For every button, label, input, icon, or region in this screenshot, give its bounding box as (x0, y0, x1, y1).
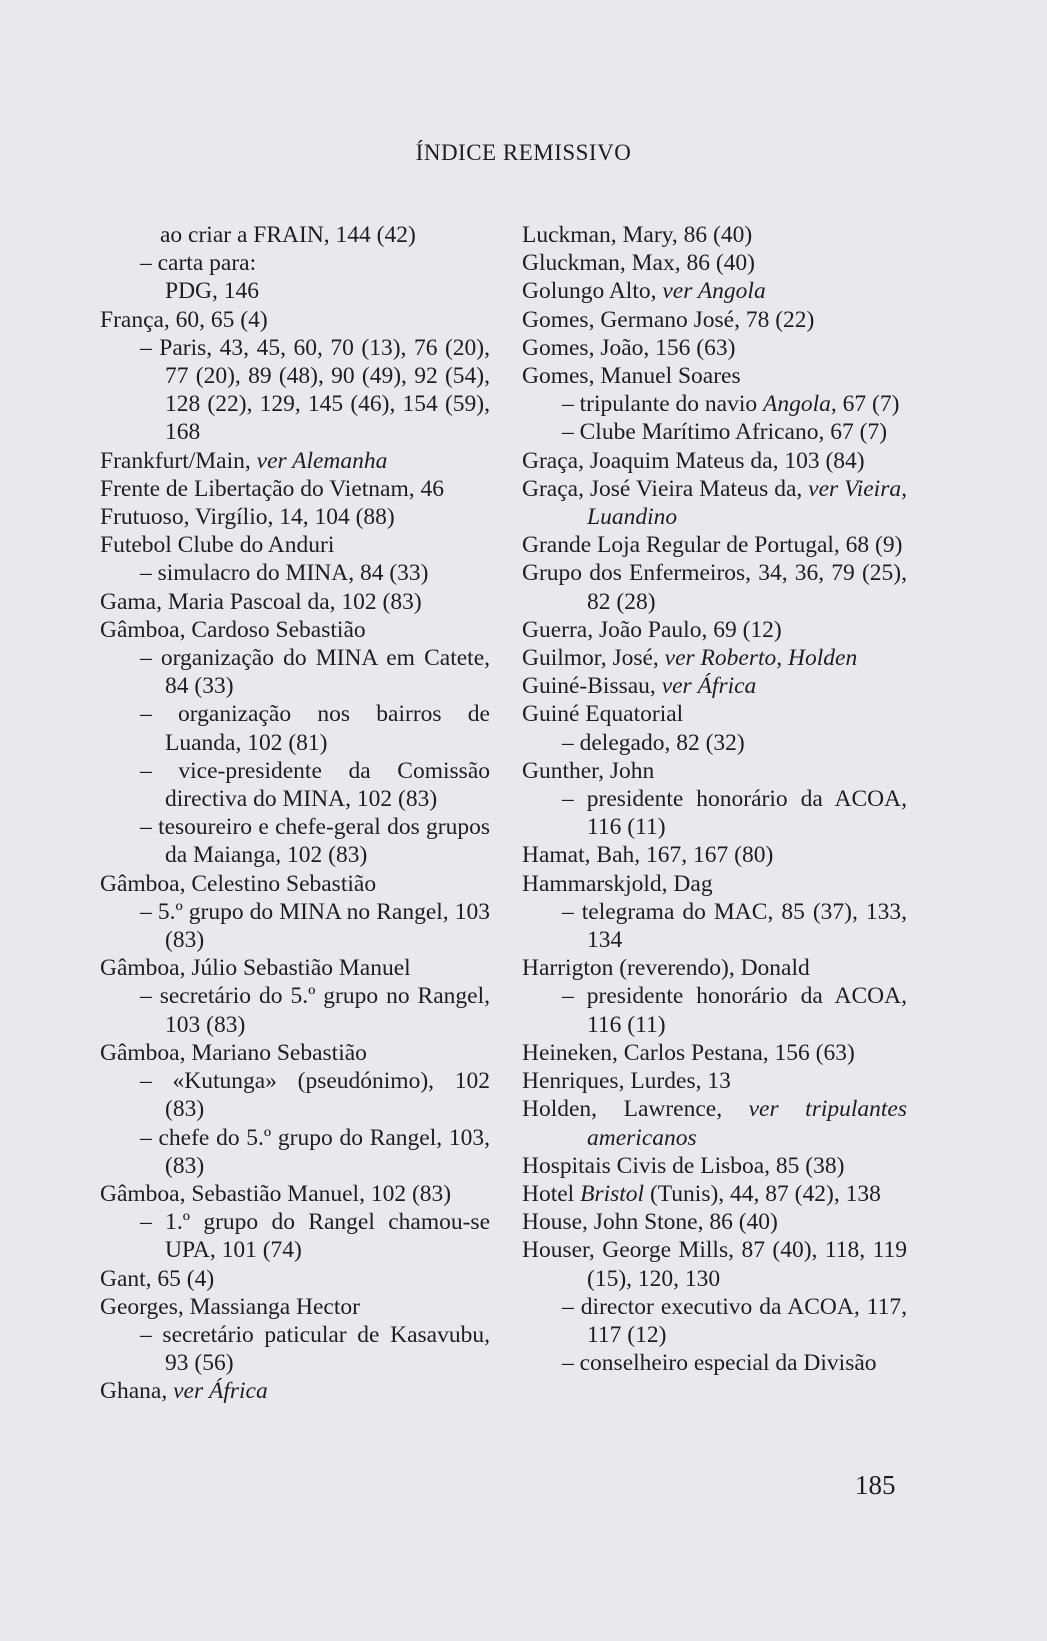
index-subentry: – 5.º grupo do MINA no Rangel, 103 (83) (140, 898, 490, 954)
index-subentry: – presidente honorário da ACOA, 116 (11) (562, 983, 907, 1038)
index-entry: Georges, Massianga Hector (100, 1293, 360, 1320)
index-entry: Gomes, Manuel Soares (522, 363, 741, 390)
index-entry: Grupo dos Enfermeiros, 34, 36, 79 (25), 82 (28) (522, 560, 907, 615)
index-entry: House, John Stone, 86 (40) (522, 1209, 778, 1236)
index-entry: Gâmboa, Mariano Sebastião (100, 1039, 367, 1066)
index-subentry: – simulacro do MINA, 84 (33) (140, 560, 429, 587)
index-entry: Gant, 65 (4) (100, 1265, 215, 1292)
index-entry: Frutuoso, Virgílio, 14, 104 (88) (100, 504, 395, 531)
index-subentry: – 1.º grupo do Rangel chamou-se UPA, 101 (74) (140, 1209, 490, 1264)
index-entry: Guerra, João Paulo, 69 (12) (522, 616, 782, 643)
index-entry: Gâmboa, Celestino Sebastião (100, 870, 377, 897)
index-entry: Ghana, ver África (100, 1378, 268, 1405)
index-subentry: – Paris, 43, 45, 60, 70 (13), 76 (20), 77 (20), 89 (48), 90 (49), 92 (54), 128 (22), 129, 145 (46), 154 (59), 168 (140, 334, 490, 446)
index-entry: França, 60, 65 (4) (100, 306, 268, 333)
index-entry: Graça, José Vieira Mateus da, ver Vieira, Luandino (522, 475, 907, 531)
index-column-right (522, 221, 907, 1377)
index-subentry: – organização do MINA em Catete, 84 (33) (140, 645, 490, 700)
index-entry: Houser, George Mills, 87 (40), 118, 119 (15), 120, 130 (522, 1237, 907, 1292)
index-entry: Gâmboa, Júlio Sebastião Manuel (100, 955, 411, 982)
index-entry: Gunther, John (522, 757, 655, 784)
index-entry: Guiné-Bissau, ver África (522, 673, 757, 700)
index-subentry: – tesoureiro e chefe-geral dos grupos da Maianga, 102 (83) (140, 814, 490, 869)
index-subentry: – vice-presidente da Comissão directiva do MINA, 102 (83) (140, 757, 490, 813)
cross-reference: ver Angola (662, 278, 766, 305)
cross-reference: ver Vieira, Luandino (587, 475, 907, 531)
cross-reference: ver tripulantes americanos (587, 1096, 907, 1151)
index-entry: Guilmor, José, ver Roberto, Holden (522, 645, 858, 672)
index-subentry: – presidente honorário da ACOA, 116 (11) (562, 786, 907, 841)
index-subentry: – organização nos bairros de Luanda, 102 (81) (140, 701, 490, 756)
index-entry: Hammarskjold, Dag (522, 870, 713, 897)
cross-reference: ver Alemanha (256, 447, 388, 474)
index-column-left (100, 221, 490, 1406)
index-entry: Gomes, João, 156 (63) (522, 334, 736, 361)
index-entry: Grande Loja Regular de Portugal, 68 (9) (522, 532, 903, 559)
index-entry: Gâmboa, Cardoso Sebastião (100, 616, 366, 643)
index-subentry: – carta para: (140, 250, 257, 277)
page-number: 185 (855, 1470, 896, 1500)
index-entry: Gâmboa, Sebastião Manuel, 102 (83) (100, 1180, 452, 1207)
cross-reference: ver Roberto, Holden (664, 645, 858, 672)
index-entry: Luckman, Mary, 86 (40) (522, 222, 753, 248)
index-subentry: – director executivo da ACOA, 117, 117 (12) (562, 1293, 907, 1348)
index-subentry: – delegado, 82 (32) (562, 729, 745, 756)
running-head: ÍNDICE REMISSIVO (415, 140, 632, 165)
index-entry: Guiné Equatorial (522, 701, 684, 728)
index-entry: Graça, Joaquim Mateus da, 103 (84) (522, 447, 865, 474)
index-subsubentry: PDG, 146 (165, 278, 260, 305)
index-entry: Holden, Lawrence, ver tripulantes americanos (522, 1096, 907, 1151)
index-subentry: – conselheiro especial da Divisão (562, 1350, 877, 1377)
index-entry: Hotel Bristol (Tunis), 44, 87 (42), 138 (522, 1180, 881, 1207)
index-entry: Heineken, Carlos Pestana, 156 (63) (522, 1039, 855, 1066)
index-entry: Hospitais Civis de Lisboa, 85 (38) (522, 1152, 845, 1179)
cross-reference: ver África (173, 1378, 268, 1405)
index-entry: Hamat, Bah, 167, 167 (80) (522, 842, 774, 869)
index-entry: Gomes, Germano José, 78 (22) (522, 306, 815, 333)
cross-reference: ver África (661, 673, 757, 700)
index-entry: Harrigton (reverendo), Donald (522, 955, 810, 982)
index-entry: Golungo Alto, ver Angola (522, 278, 766, 305)
index-subentry: – tripulante do navio Angola, 67 (7) (562, 391, 900, 418)
index-subentry: – secretário paticular de Kasavubu, 93 (56) (140, 1321, 490, 1377)
index-subentry: – chefe do 5.º grupo do Rangel, 103, (83) (140, 1124, 490, 1179)
index-subentry: – «Kutunga» (pseudónimo), 102 (83) (140, 1068, 490, 1123)
ship-name: Angola (763, 391, 831, 418)
index-entry: Frankfurt/Main, ver Alemanha (100, 447, 388, 474)
hotel-name: Bristol (580, 1180, 645, 1207)
index-entry: Gama, Maria Pascoal da, 102 (83) (100, 588, 422, 615)
index-entry: Frente de Libertação do Vietnam, 46 (100, 475, 445, 502)
index-subentry: – telegrama do MAC, 85 (37), 133, 134 (562, 898, 907, 954)
index-subentry: – Clube Marítimo Africano, 67 (7) (562, 419, 888, 446)
index-entry: Henriques, Lurdes, 13 (522, 1068, 731, 1095)
index-entry: Gluckman, Max, 86 (40) (522, 250, 755, 277)
index-entry: Futebol Clube do Anduri (100, 532, 335, 559)
index-subentry: – secretário do 5.º grupo no Rangel, 103 (83) (140, 983, 490, 1038)
index-entry: ao criar a FRAIN, 144 (42) (160, 222, 416, 248)
